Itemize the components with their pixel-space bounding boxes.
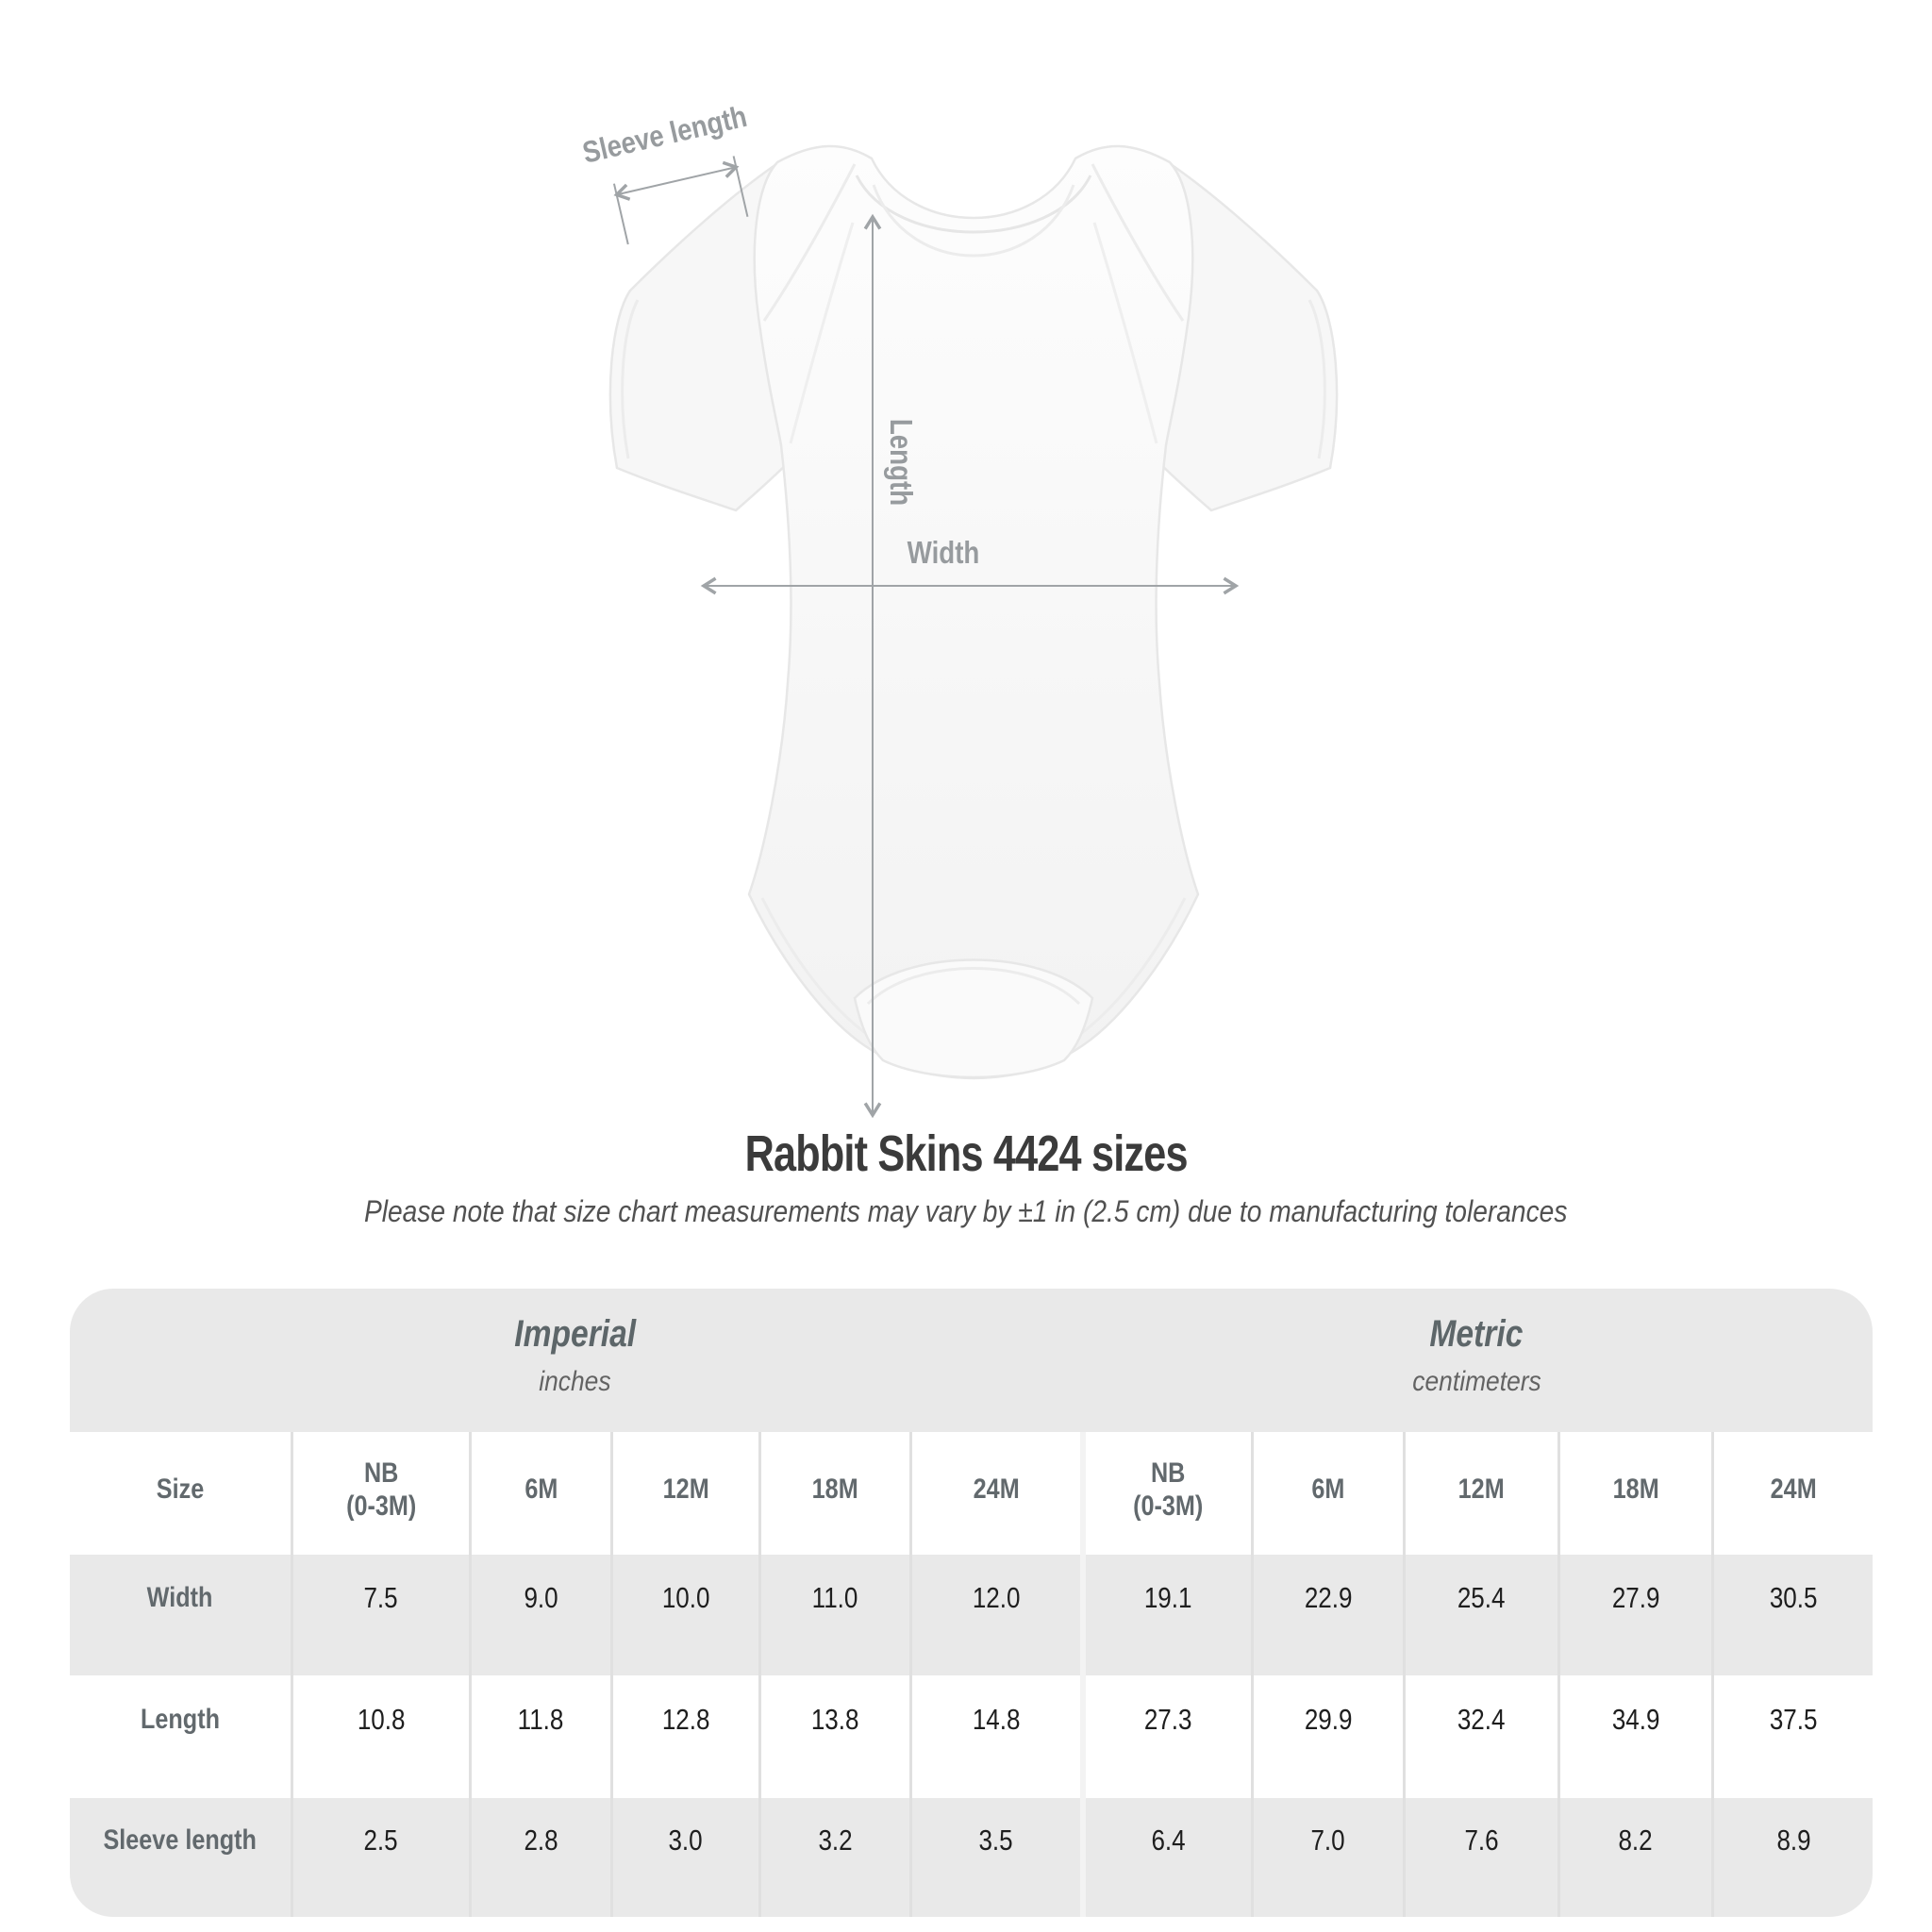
value-cell: 7.0	[1251, 1798, 1403, 1917]
value-cell: 12.0	[909, 1555, 1080, 1675]
length-label: Length	[883, 418, 919, 507]
imperial-header: Imperial	[514, 1313, 636, 1355]
value-cell: 11.0	[758, 1555, 909, 1675]
imperial-unit: inches	[539, 1366, 611, 1397]
metric-header-cell	[1080, 1289, 1873, 1432]
value-cell: 25.4	[1403, 1555, 1557, 1675]
col-header-12m-metric: 12M	[1403, 1432, 1557, 1555]
size-label-cell: Size	[156, 1474, 205, 1506]
value-cell: 7.5	[291, 1555, 469, 1675]
value-cell: 2.8	[469, 1798, 610, 1917]
value-cell: 27.9	[1557, 1555, 1711, 1675]
col-header-24m-imperial: 24M	[909, 1432, 1080, 1555]
sleeve-length-row	[70, 1798, 1873, 1917]
value-cell: 3.0	[610, 1798, 758, 1917]
size-header-row	[70, 1432, 1873, 1555]
value-cell: 11.8	[469, 1675, 610, 1798]
row-label-sleeve-length: Sleeve length	[70, 1798, 291, 1917]
onesie-graphic	[610, 146, 1337, 1078]
value-cell: 12.8	[610, 1675, 758, 1798]
value-cell: 14.8	[909, 1675, 1080, 1798]
value-cell: 8.2	[1557, 1798, 1711, 1917]
value-cell: 9.0	[469, 1555, 610, 1675]
tolerance-note-text: Please note that size chart measurements may vary by ±1 in (2.5 cm) due to manufacturing tolerances	[364, 1194, 1568, 1228]
value-cell: 10.8	[291, 1675, 469, 1798]
row-label-length: Length	[140, 1704, 220, 1736]
tolerance-note	[0, 1194, 1932, 1229]
metric-unit: centimeters	[1411, 1366, 1541, 1397]
size-table-container	[70, 1289, 1873, 1917]
value-cell: 10.0	[610, 1555, 758, 1675]
width-row	[70, 1555, 1873, 1675]
width-label: Width	[907, 535, 980, 571]
value-cell: 6.4	[1080, 1798, 1251, 1917]
row-label-width: Width	[70, 1555, 291, 1675]
value-cell: 19.1	[1080, 1555, 1251, 1675]
onesie-body	[749, 146, 1198, 1078]
value-cell: 3.2	[758, 1798, 909, 1917]
value-cell: 30.5	[1711, 1555, 1873, 1675]
unit-band-row	[70, 1289, 1873, 1432]
col-header-24m-metric: 24M	[1711, 1432, 1873, 1555]
value-cell: 29.9	[1251, 1675, 1403, 1798]
crotch-flap	[855, 960, 1092, 1078]
col-header-nb-imperial: NB (0-3M)	[291, 1432, 469, 1555]
value-cell: 27.3	[1080, 1675, 1251, 1798]
col-header-6m-metric: 6M	[1251, 1432, 1403, 1555]
col-header-18m-imperial: 18M	[758, 1432, 909, 1555]
length-row	[70, 1675, 1873, 1798]
col-header-6m-imperial: 6M	[469, 1432, 610, 1555]
col-header-18m-metric: 18M	[1557, 1432, 1711, 1555]
col-header-12m-imperial: 12M	[610, 1432, 758, 1555]
value-cell: 3.5	[909, 1798, 1080, 1917]
page-title-text: Rabbit Skins 4424 sizes	[744, 1125, 1188, 1182]
value-cell: 13.8	[758, 1675, 909, 1798]
metric-header: Metric	[1429, 1313, 1524, 1355]
value-cell: 2.5	[291, 1798, 469, 1917]
col-header-nb-metric: NB (0-3M)	[1080, 1432, 1251, 1555]
value-cell: 7.6	[1403, 1798, 1557, 1917]
value-cell: 37.5	[1711, 1675, 1873, 1798]
value-cell: 34.9	[1557, 1675, 1711, 1798]
page-title	[0, 1124, 1932, 1183]
sleeve-length-arrow	[617, 167, 737, 194]
sleeve-length-label: Sleeve length	[579, 99, 751, 171]
value-cell: 8.9	[1711, 1798, 1873, 1917]
size-chart-table	[70, 1289, 1873, 1917]
value-cell: 22.9	[1251, 1555, 1403, 1675]
imperial-header-cell	[70, 1289, 1080, 1432]
value-cell: 32.4	[1403, 1675, 1557, 1798]
